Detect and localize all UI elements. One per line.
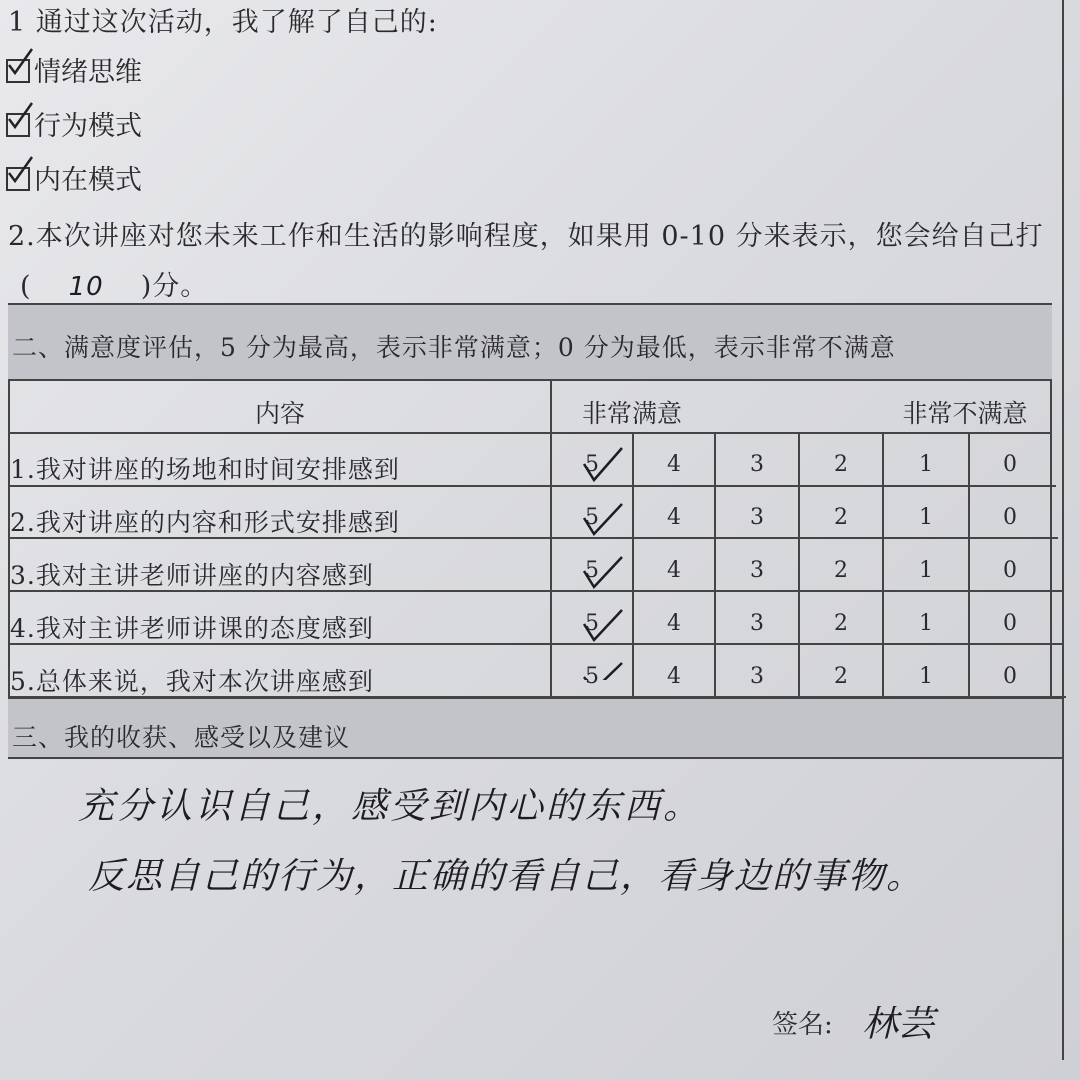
- handwritten-line-2: 反思自己的行为，正确的看自己，看身边的事物。: [88, 856, 925, 897]
- score-cell-0[interactable]: 0: [1003, 452, 1017, 477]
- score-cell-0[interactable]: 0: [1003, 664, 1017, 689]
- signature-label: 签名:: [772, 1010, 833, 1040]
- option-label: 情绪思维: [34, 57, 142, 88]
- row-label: 5.总体来说，我对本次讲座感到: [10, 667, 374, 696]
- score-cell-3[interactable]: 3: [750, 505, 764, 530]
- frame-right-border: [1062, 0, 1064, 305]
- section-2-heading: 二、满意度评估，5 分为最高，表示非常满意；0 分为最低，表示非常不满意: [12, 333, 896, 362]
- score-cell-4[interactable]: 4: [667, 664, 681, 689]
- option-emotion-thinking[interactable]: [6, 50, 142, 89]
- option-behavior-pattern[interactable]: [6, 104, 142, 143]
- question-2: 2.本次讲座对您未来工作和生活的影响程度，如果用 0-10 分来表示，您会给自己打: [8, 221, 1044, 252]
- row-label: 1.我对讲座的场地和时间安排感到: [10, 455, 400, 484]
- score-cell-2[interactable]: 2: [834, 558, 848, 583]
- score-cell-4[interactable]: 4: [667, 611, 681, 636]
- option-label: 行为模式: [34, 111, 142, 142]
- score-answer[interactable]: 10: [68, 272, 104, 302]
- col-header-unsatisfied: 非常不满意: [902, 399, 1028, 428]
- checkbox-checked-icon[interactable]: [6, 59, 30, 83]
- score-cell-4[interactable]: 4: [667, 452, 681, 477]
- score-cell-2[interactable]: 2: [834, 664, 848, 689]
- score-cell-0[interactable]: 0: [1003, 505, 1017, 530]
- section-3-heading: 三、我的收获、感受以及建议: [12, 723, 351, 752]
- score-cell-5[interactable]: 5: [585, 452, 599, 477]
- question-2-answer: [20, 264, 208, 303]
- score-cell-1[interactable]: 1: [919, 505, 933, 530]
- option-inner-pattern[interactable]: [6, 158, 142, 197]
- question-1: 1 通过这次活动，我了解了自己的:: [8, 7, 438, 38]
- score-cell-5[interactable]: 5: [585, 664, 599, 689]
- score-cell-5[interactable]: 5: [585, 611, 599, 636]
- option-label: 内在模式: [34, 165, 142, 196]
- signature: 林芸: [862, 1004, 935, 1045]
- frame-right-border: [1062, 305, 1064, 1060]
- col-header-content: 内容: [254, 399, 305, 428]
- score-cell-4[interactable]: 4: [667, 558, 681, 583]
- table-line: [8, 432, 1052, 434]
- score-cell-3[interactable]: 3: [750, 558, 764, 583]
- score-cell-5[interactable]: 5: [585, 505, 599, 530]
- checkmark-icon: [572, 440, 632, 680]
- checkbox-checked-icon[interactable]: [6, 167, 30, 191]
- score-cell-2[interactable]: 2: [834, 611, 848, 636]
- score-cell-3[interactable]: 3: [750, 664, 764, 689]
- score-cell-2[interactable]: 2: [834, 505, 848, 530]
- handwritten-line-1: 充分认识自己，感受到内心的东西。: [78, 786, 703, 827]
- score-cell-3[interactable]: 3: [750, 611, 764, 636]
- row-label: 4.我对主讲老师讲课的态度感到: [10, 614, 374, 643]
- score-cell-1[interactable]: 1: [919, 558, 933, 583]
- score-cell-1[interactable]: 1: [919, 664, 933, 689]
- score-cell-1[interactable]: 1: [919, 611, 933, 636]
- score-cell-3[interactable]: 3: [750, 452, 764, 477]
- paren-close: )分。: [140, 271, 209, 302]
- paren-open: (: [20, 271, 32, 302]
- score-cell-5[interactable]: 5: [585, 558, 599, 583]
- score-cell-0[interactable]: 0: [1003, 611, 1017, 636]
- row-label: 3.我对主讲老师讲座的内容感到: [10, 561, 374, 590]
- score-cell-2[interactable]: 2: [834, 452, 848, 477]
- score-cell-4[interactable]: 4: [667, 505, 681, 530]
- score-cell-0[interactable]: 0: [1003, 558, 1017, 583]
- table-line: [550, 379, 552, 697]
- row-label: 2.我对讲座的内容和形式安排感到: [10, 508, 400, 537]
- checkbox-checked-icon[interactable]: [6, 113, 30, 137]
- table-line: [1050, 379, 1052, 697]
- col-header-satisfied: 非常满意: [581, 399, 682, 428]
- table-line: [8, 379, 1052, 381]
- score-cell-1[interactable]: 1: [919, 452, 933, 477]
